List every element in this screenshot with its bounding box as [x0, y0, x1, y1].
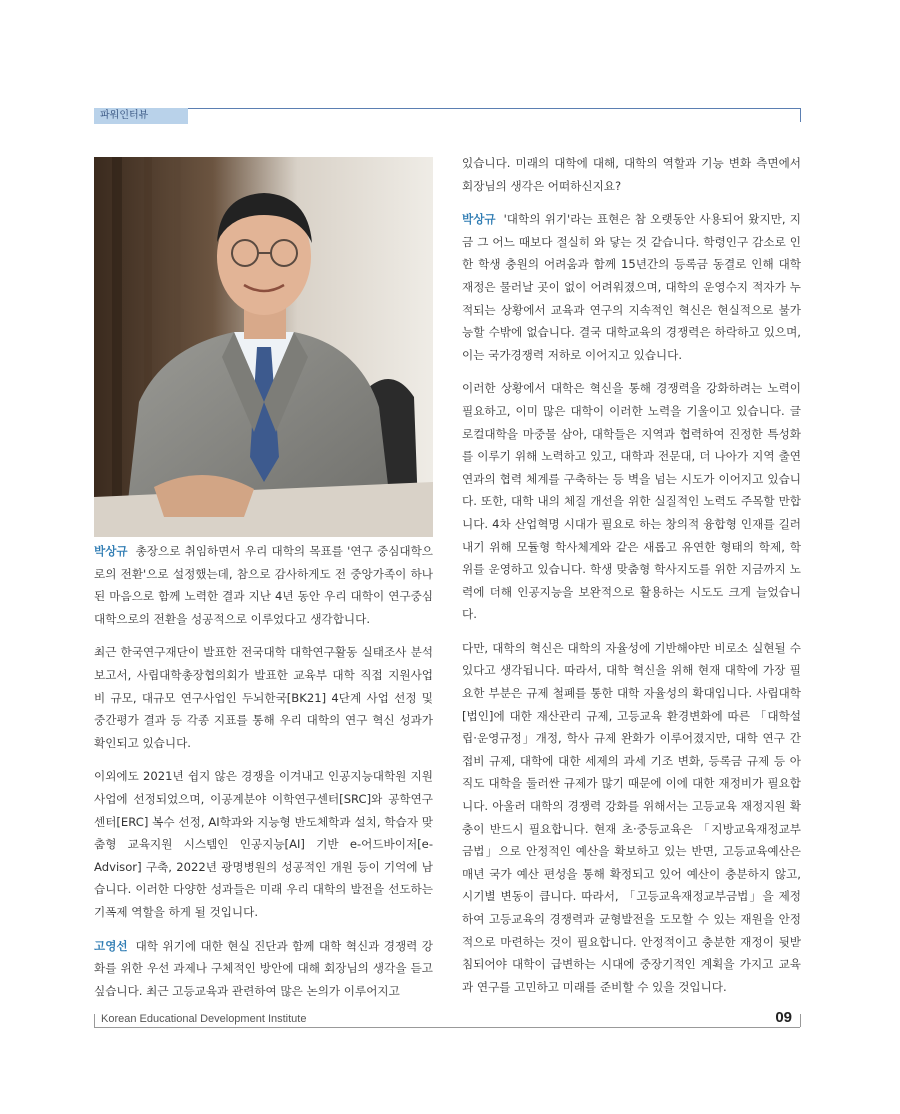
page-number: 09: [775, 1009, 792, 1026]
left-column: [94, 540, 433, 1013]
footer-rule-tick-left: [94, 1014, 95, 1027]
answer-paragraph: [462, 208, 801, 366]
section-tab: 파워인터뷰: [94, 108, 188, 124]
right-column: [462, 152, 801, 1009]
answer-paragraph: [462, 637, 801, 999]
speaker-name: 박상규: [94, 544, 128, 558]
paragraph-text: 이러한 상황에서 대학은 혁신을 통해 경쟁력을 강화하려는 노력이 필요하고, 이미 많은 대학이 이러한 노력을 기울이고 있습니다. 글로컬대학을 마중물 삼아, 대학들은 지역과 협력하여 진정한 특성화를 이루기 위해 노력하고 있고, 대학과 전문대, 더 나아가 지역 출연연과의 협력 체계를 구축하는 등 벽을 넘는 시도가 이어지고 있습니다. 또한, 대학 내의 체질 개선을 위한 실질적인 노력도 주목할 만합니다. 4차 산업혁명 시대가 필요로 하는 창의적 융합형 인재를 길러내기 위해 모듈형 학사체계와 같은 새롭고 유연한 형태의 학제, 학위를 운영하고 있습니다. 학생 맞춤형 학사지도를 위한 지금까지 노력에 더해 인공지능을 보완적으로 활용하는 시도도 크게 늘었습니다.: [462, 381, 801, 622]
answer-paragraph: [94, 765, 433, 923]
question-paragraph: [94, 935, 433, 1003]
paragraph-text: 이외에도 2021년 쉽지 않은 경쟁을 이겨내고 인공지능대학원 지원사업에 선정되었으며, 이공계분야 이학연구센터[SRC]와 공학연구센터[ERC] 복수 선정, AI학과와 지능형 반도체학과 설치, 학습자 맞춤형 교육지원 시스템인 인공지능[AI] 기반 e-어드바이저[e-Advisor] 구축, 2022년 광명병원의 성공적인 개원 등이 기억에 남습니다. 이러한 다양한 성과들은 미래 우리 대학의 발전을 선도하는 기폭제 역할을 하게 될 것입니다.: [94, 769, 433, 919]
footer-institute: Korean Educational Development Institute: [101, 1013, 307, 1025]
footer-rule: [94, 1027, 800, 1028]
paragraph-text: 다만, 대학의 혁신은 대학의 자율성에 기반해야만 비로소 실현될 수 있다고 생각됩니다. 따라서, 대학 혁신을 위해 현재 대학에 가장 필요한 부분은 규제 철폐를 통한 대학 자율성의 확대입니다. 사립대학[법인]에 대한 재산관리 규제, 고등교육 환경변화에 따른 「대학설립·운영규정」개정, 학사 규제 완화가 이루어졌지만, 대학 연구 간접비 규제, 대학에 대한 세제의 과세 기조 변화, 등록금 규제 등 아직도 대학을 둘러싼 규제가 많기 때문에 이에 대한 재정비가 필요합니다. 아울러 대학의 경쟁력 강화를 위해서는 고등교육 재정지원 확충이 반드시 필요합니다. 현재 초·중등교육은 「지방교육재정교부금법」으로 안정적인 예산을 확보하고 있는 반면, 고등교육예산은 매년 국가 예산 편성을 통해 확정되고 있어 예산이 충분하지 않고, 시기별 변동이 큽니다. 따라서, 「고등교육재정교부금법」을 제정하여 고등교육의 경쟁력과 균형발전을 도모할 수 있는 재원을 안정적으로 마련하는 것이 필요합니다. 안정적이고 충분한 재정이 뒷받침되어야 대학이 급변하는 시대에 중장기적인 계획을 가지고 교육과 연구를 고민하고 미래를 준비할 수 있을 것입니다.: [462, 640, 801, 994]
paragraph-text: 있습니다. 미래의 대학에 대해, 대학의 역할과 기능 변화 측면에서 회장님의 생각은 어떠하신지요?: [462, 156, 801, 193]
header-rule-tick: [800, 108, 801, 122]
question-paragraph: [462, 152, 801, 197]
speaker-name: 박상규: [462, 212, 496, 227]
answer-paragraph: [462, 377, 801, 626]
paragraph-text: '대학의 위기'라는 표현은 참 오랫동안 사용되어 왔지만, 지금 그 어느 때보다 절실히 와 닿는 것 같습니다. 학령인구 감소로 인한 학생 충원의 어려움과 함께 15년간의 등록금 동결로 인해 대학 재정은 물러날 곳이 없이 어려워졌으며, 대학의 운영수지 적자가 누적되는 상황에서 교육과 연구의 지속적인 혁신은 현실적으로 불가능할 수밖에 없습니다. 결국 대학교육의 경쟁력은 하락하고 있으며, 이는 국가경쟁력 저하로 이어지고 있습니다.: [462, 212, 801, 362]
paragraph-text: 최근 한국연구재단이 발표한 전국대학 대학연구활동 실태조사 분석보고서, 사립대학총장협의회가 발표한 교육부 대학 직접 지원사업비 규모, 대규모 연구사업인 두뇌한국[BK21] 4단계 사업 선정 및 중간평가 결과 등 각종 지표를 통해 우리 대학의 연구 혁신 성과가 확인되고 있습니다.: [94, 645, 433, 750]
paragraph-text: 대학 위기에 대한 현실 진단과 함께 대학 혁신과 경쟁력 강화를 위한 우선 과제나 구체적인 방안에 대해 회장님의 생각을 듣고 싶습니다. 최근 고등교육과 관련하여 많은 논의가 이루어지고: [94, 938, 433, 998]
paragraph-text: 총장으로 취임하면서 우리 대학의 목표를 '연구 중심대학으로의 전환'으로 설정했는데, 참으로 감사하게도 전 중앙가족이 하나 된 마음으로 함께 노력한 결과 지난 4년 동안 우리 대학이 연구중심대학으로의 전환을 성공적으로 이루었다고 생각합니다.: [94, 544, 433, 626]
speaker-name: 고영선: [94, 938, 128, 953]
interview-photo: [94, 157, 433, 537]
footer-rule-tick-right: [800, 1014, 801, 1027]
header-rule: [94, 108, 800, 109]
answer-paragraph: [94, 641, 433, 754]
answer-paragraph: [94, 540, 433, 630]
